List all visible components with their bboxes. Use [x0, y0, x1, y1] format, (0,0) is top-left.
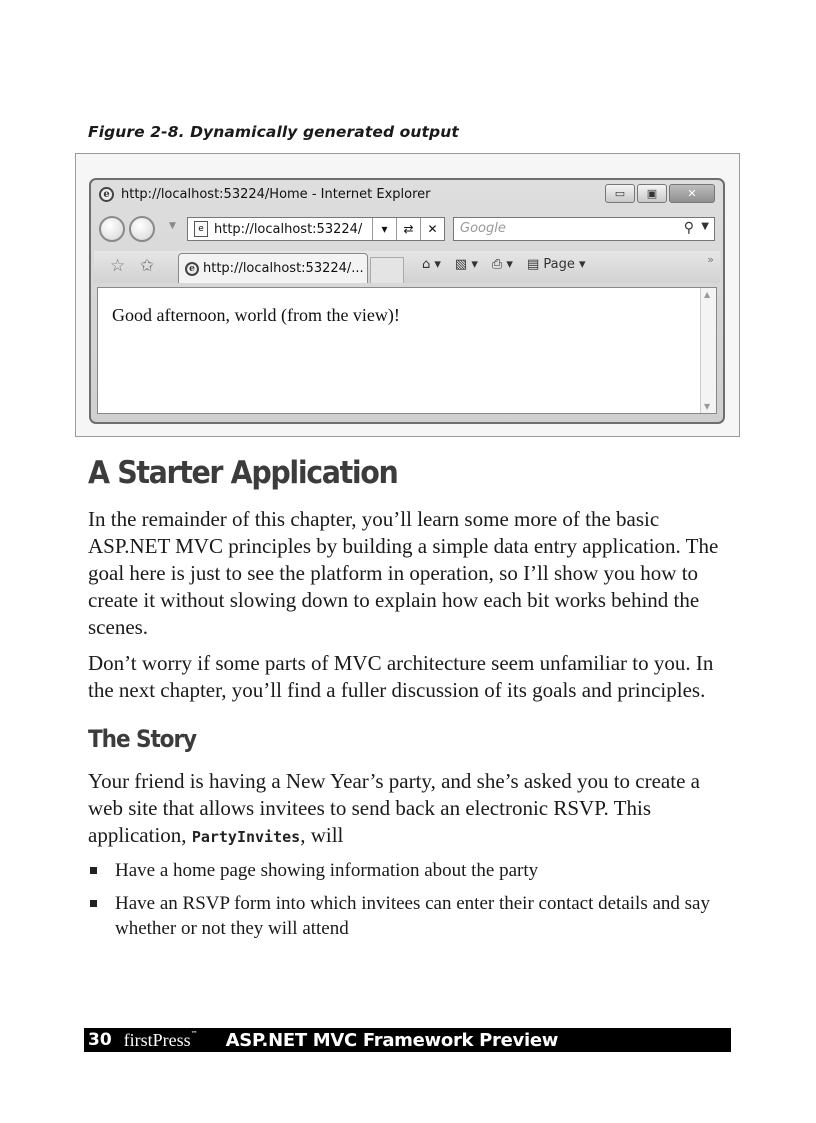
- navigation-bar: [99, 214, 715, 244]
- history-dropdown-icon[interactable]: ▼: [169, 221, 176, 231]
- favorites-star-icon[interactable]: ☆: [110, 256, 126, 276]
- list-item-text: Have an RSVP form into which invitees can enter their contact details and say whether or not they will attend: [115, 893, 710, 939]
- search-input[interactable]: [453, 217, 715, 241]
- figure-screenshot: [75, 153, 740, 437]
- maximize-button[interactable]: ▣: [637, 184, 667, 203]
- publisher-name: firstPress: [123, 1029, 191, 1050]
- browser-tab[interactable]: [178, 253, 368, 283]
- add-favorites-icon[interactable]: ✩: [140, 256, 155, 276]
- page-content-text: Good afternoon, world (from the view)!: [112, 305, 400, 325]
- section-heading-the-story: The Story: [88, 725, 197, 753]
- feature-list: [88, 858, 728, 949]
- publisher-brand: [124, 1030, 198, 1051]
- browser-window-title: http://localhost:53224/Home - Internet Explorer: [121, 187, 431, 202]
- page-menu-label: Page: [543, 257, 575, 272]
- bullet-icon: [90, 900, 97, 907]
- address-dropdown-icon[interactable]: ▾: [372, 218, 396, 240]
- list-item: [88, 891, 728, 941]
- forward-button[interactable]: [129, 216, 155, 242]
- paragraph-story: [88, 768, 738, 851]
- stop-icon[interactable]: ✕: [420, 218, 444, 240]
- page-menu-icon: ▤: [526, 257, 540, 272]
- address-bar[interactable]: [187, 217, 445, 241]
- scroll-up-icon[interactable]: ▲: [704, 290, 711, 299]
- bullet-icon: [90, 867, 97, 874]
- page-menu-button[interactable]: ▤ Page ▾: [526, 257, 586, 272]
- back-button[interactable]: [99, 216, 125, 242]
- tab-ie-icon: e: [185, 262, 199, 276]
- paragraph-remainder: In the remainder of this chapter, you’ll learn some more of the basic ASP.NET MVC principles by building a simple data entry application. The goal here is just to see the platform in operation, so I’ll show you how to create it without slowing down to explain how each bit works behind the scenes.: [88, 507, 719, 639]
- page-number: 30: [88, 1030, 112, 1050]
- feeds-icon[interactable]: ▧ ▾: [454, 257, 478, 272]
- page-icon: e: [194, 221, 208, 237]
- browser-viewport: [97, 287, 717, 414]
- tab-bar: [94, 251, 720, 283]
- list-item: [88, 858, 728, 883]
- book-title: ASP.NET MVC Framework Preview: [225, 1029, 559, 1051]
- section-heading-starter-application: A Starter Application: [88, 455, 398, 491]
- page-footer: [84, 1028, 731, 1052]
- browser-window: [89, 178, 725, 424]
- ie-logo-icon: e: [99, 187, 114, 202]
- home-icon[interactable]: ⌂ ▾: [422, 257, 441, 272]
- search-placeholder: Google: [460, 221, 506, 236]
- trademark-icon: ™: [190, 1029, 198, 1038]
- code-partyinvites: PartyInvites: [191, 828, 301, 846]
- minimize-button[interactable]: ▭: [605, 184, 635, 203]
- print-icon[interactable]: ⎙ ▾: [491, 257, 513, 272]
- tab-label: http://localhost:53224/...: [203, 261, 364, 276]
- search-dropdown-icon[interactable]: ▼: [701, 221, 709, 232]
- new-tab-button[interactable]: [370, 257, 404, 283]
- refresh-icon[interactable]: ⇄: [396, 218, 420, 240]
- close-button[interactable]: ✕: [669, 184, 715, 203]
- paragraph-dont-worry: Don’t worry if some parts of MVC architecture seem unfamiliar to you. In the next chapter, you’ll find a fuller discussion of its goals and principles.: [88, 651, 714, 702]
- scroll-down-icon[interactable]: ▼: [704, 402, 711, 411]
- story-text-before: Your friend is having a New Year’s party, and she’s asked you to create a web site that allows invitees to send back an electronic RSVP. This application,: [88, 769, 700, 847]
- more-commands-icon[interactable]: »: [707, 253, 714, 266]
- story-text-after: , will: [300, 823, 344, 847]
- search-icon[interactable]: ⚲: [683, 220, 694, 236]
- figure-caption: Figure 2-8. Dynamically generated output: [88, 123, 459, 141]
- address-text: http://localhost:53224/: [214, 221, 363, 237]
- vertical-scrollbar[interactable]: [700, 288, 716, 413]
- list-item-text: Have a home page showing information about the party: [115, 860, 539, 881]
- browser-title-bar: [99, 185, 715, 207]
